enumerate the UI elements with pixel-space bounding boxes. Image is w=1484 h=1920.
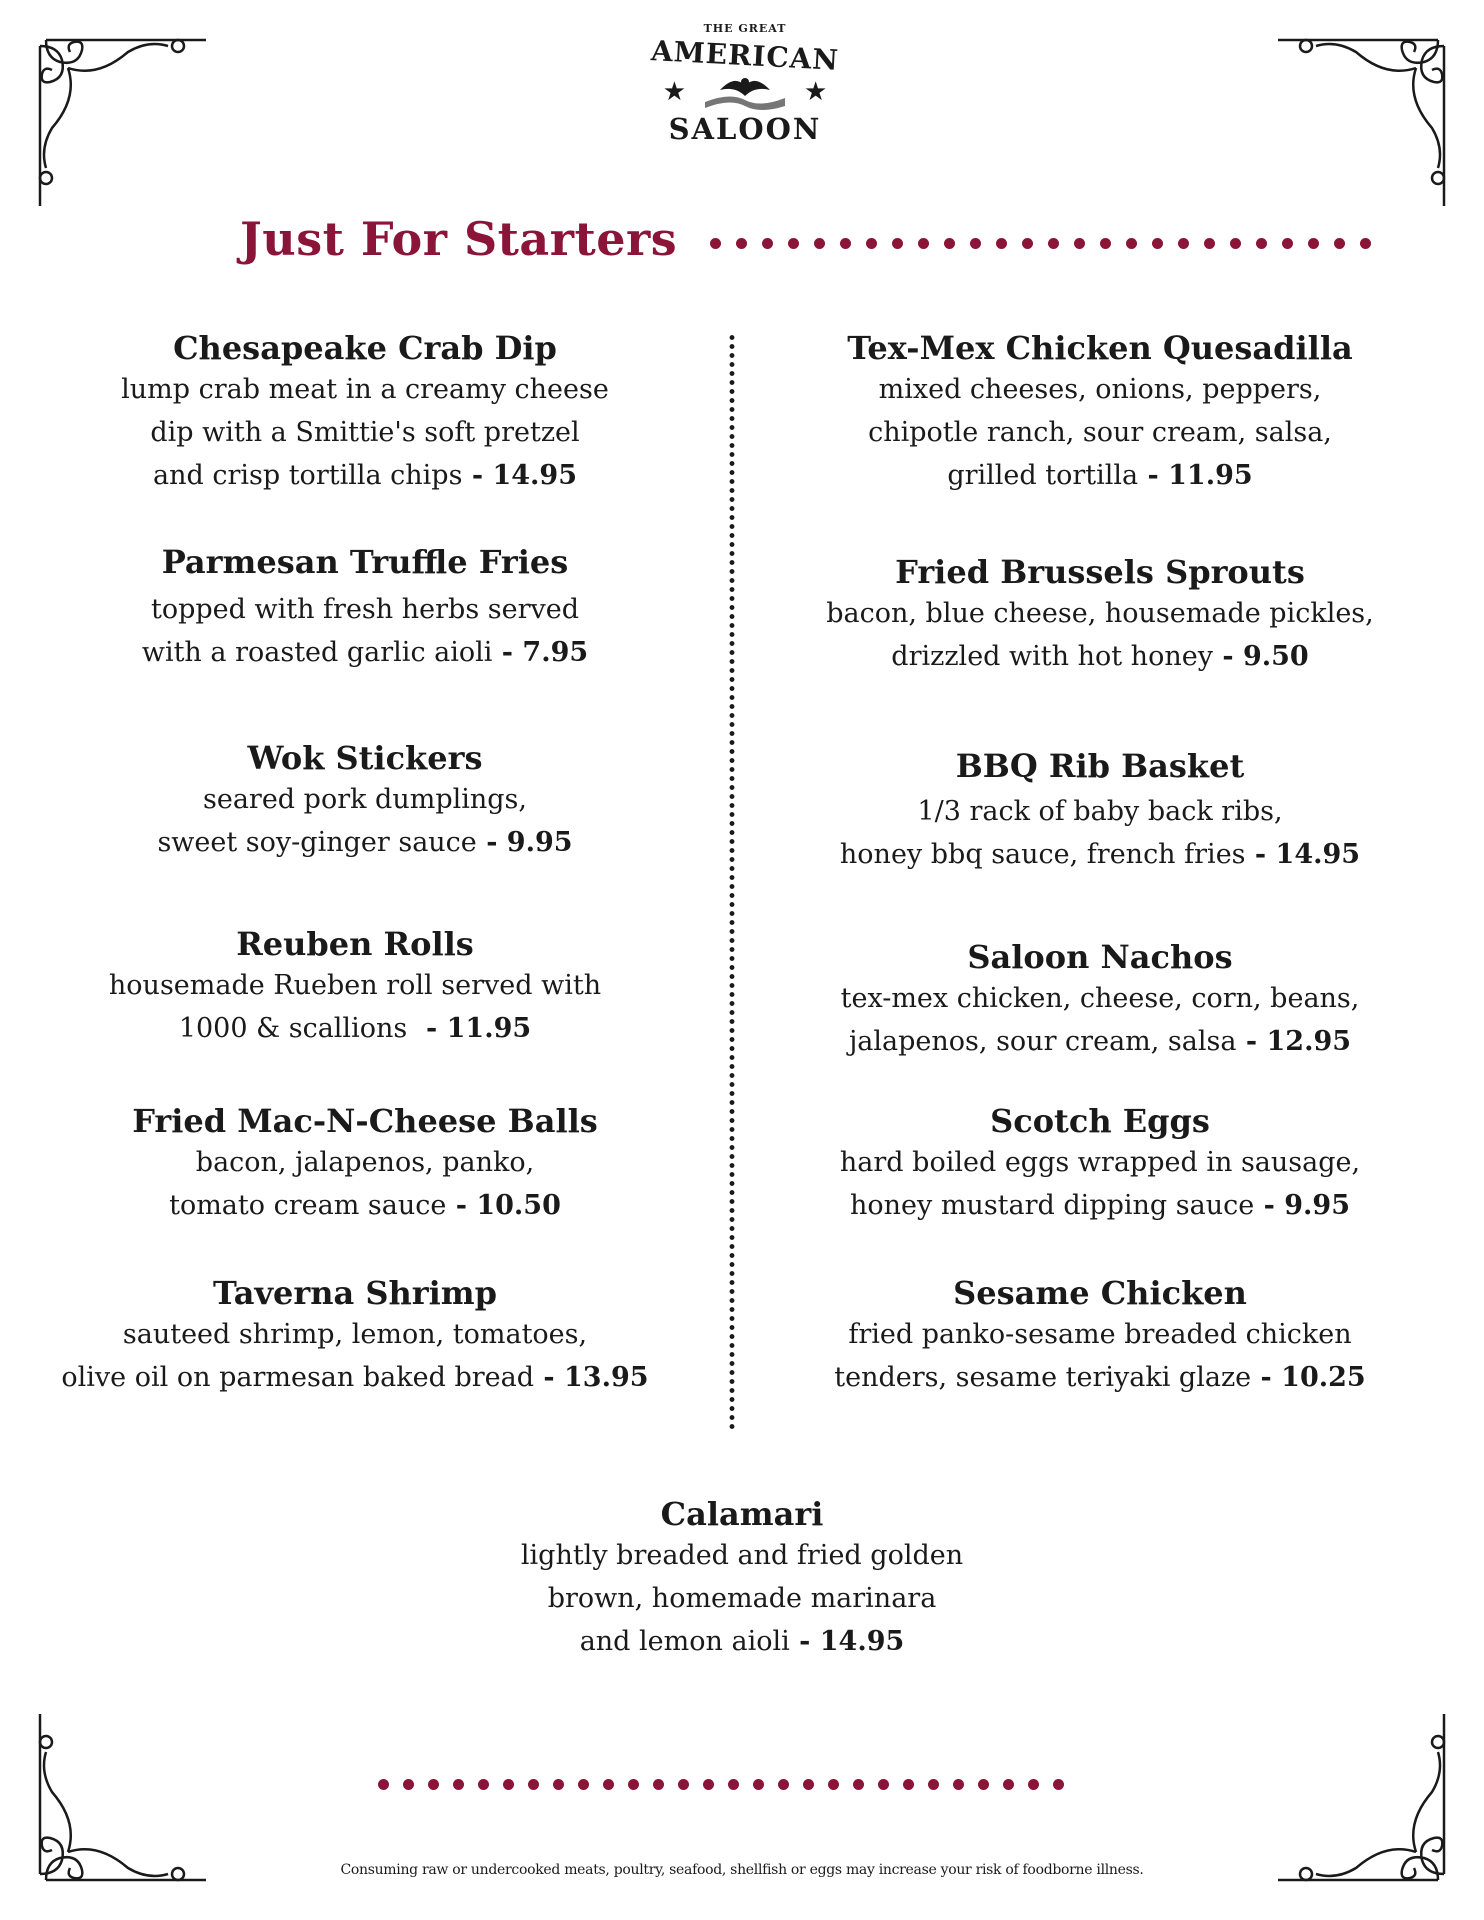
corner-ornament-top-left: [38, 38, 208, 208]
saloon-logo: [620, 18, 870, 148]
menu-item-price: - 10.25: [1251, 1362, 1366, 1393]
description-line: topped with fresh herbs served: [150, 594, 580, 625]
menu-item-price: - 9.50: [1212, 641, 1309, 672]
description-line: honey bbq sauce, french fries: [839, 839, 1246, 870]
description-line: tomato cream sauce: [169, 1190, 447, 1221]
menu-item-price: - 14.95: [462, 460, 578, 491]
menu-item-description: [90, 588, 640, 674]
menu-item: [800, 746, 1400, 876]
column-divider: [729, 333, 735, 1433]
eagle-flag-icon: [700, 72, 790, 112]
description-line: lightly breaded and fried golden: [520, 1540, 964, 1571]
description-line: olive oil on parmesan baked bread: [61, 1362, 535, 1393]
menu-item-name: Fried Mac-N-Cheese Balls: [132, 1102, 598, 1140]
menu-item-name: BBQ Rib Basket: [955, 747, 1245, 785]
menu-item-price: - 14.95: [789, 1626, 905, 1657]
menu-item: [90, 738, 640, 864]
description-line: lump crab meat in a creamy cheese: [121, 374, 609, 405]
title-dot-separator: [710, 238, 1371, 249]
menu-item: [90, 1101, 640, 1227]
description-line: fried panko-sesame breaded chicken: [848, 1319, 1352, 1350]
logo-line-saloon: SALOON: [668, 112, 822, 146]
description-line: dip with a Smittie's soft pretzel: [150, 417, 580, 448]
menu-item-name: Calamari: [660, 1495, 824, 1533]
description-line: with a roasted garlic aioli: [141, 637, 493, 668]
corner-ornament-bottom-left: [38, 1712, 208, 1882]
description-line: and lemon aioli: [579, 1626, 790, 1657]
menu-item-description: [90, 778, 640, 864]
menu-item-description: [70, 964, 640, 1050]
description-line: chipotle ranch, sour cream, salsa,: [868, 417, 1332, 448]
menu-item: [800, 1101, 1400, 1227]
menu-item-description: [60, 1313, 650, 1399]
description-line: brown, homemade marinara: [547, 1583, 937, 1614]
logo-line-the-great: THE GREAT: [703, 22, 787, 35]
menu-item: [90, 542, 640, 674]
menu-item-name: Wok Stickers: [247, 739, 483, 777]
description-line: 1/3 rack of baby back ribs,: [917, 796, 1283, 827]
menu-item-description: [442, 1534, 1042, 1663]
menu-item: [60, 1273, 650, 1399]
menu-item-description: [90, 368, 640, 497]
menu-item-name: Chesapeake Crab Dip: [173, 329, 557, 367]
menu-item-description: [800, 790, 1400, 876]
corner-ornament-bottom-right: [1276, 1712, 1446, 1882]
description-line: bacon, blue cheese, housemade pickles,: [826, 598, 1374, 629]
menu-item-name: Taverna Shrimp: [212, 1274, 498, 1312]
menu-item-name: Saloon Nachos: [967, 938, 1233, 976]
menu-item-name: Reuben Rolls: [236, 925, 474, 963]
description-line: 1000 & scallions: [178, 1013, 408, 1044]
description-line: hard boiled eggs wrapped in sausage,: [839, 1147, 1361, 1178]
description-line: bacon, jalapenos, panko,: [195, 1147, 535, 1178]
menu-item-name: Scotch Eggs: [990, 1102, 1210, 1140]
section-title: Just For Starters: [240, 212, 678, 266]
description-line: seared pork dumplings,: [202, 784, 527, 815]
menu-item-price: - 9.95: [1254, 1190, 1350, 1221]
menu-item-name: Tex-Mex Chicken Quesadilla: [847, 329, 1353, 367]
menu-item-description: [800, 1141, 1400, 1227]
menu-item-name: Parmesan Truffle Fries: [161, 543, 569, 581]
menu-item-price: - 11.95: [407, 1013, 532, 1044]
description-line: and crisp tortilla chips: [152, 460, 463, 491]
menu-item-price: - 13.95: [534, 1362, 649, 1393]
menu-item-name: Sesame Chicken: [953, 1274, 1247, 1312]
description-line: drizzled with hot honey: [891, 641, 1213, 672]
menu-item-description: [800, 977, 1400, 1063]
menu-item: [800, 937, 1400, 1063]
menu-item-description: [800, 368, 1400, 497]
bottom-dot-separator: [378, 1779, 1064, 1790]
menu-item: [90, 328, 640, 497]
menu-item: [70, 924, 640, 1050]
description-line: honey mustard dipping sauce: [849, 1190, 1255, 1221]
description-line: tex-mex chicken, cheese, corn, beans,: [840, 983, 1360, 1014]
menu-item-price: - 7.95: [492, 637, 589, 668]
menu-item-price: - 12.95: [1236, 1026, 1352, 1057]
menu-item-description: [90, 1141, 640, 1227]
star-icon: ★: [662, 77, 686, 107]
description-line: mixed cheeses, onions, peppers,: [878, 374, 1322, 405]
logo-line-american: AMERICAN: [650, 34, 840, 77]
menu-item-price: - 11.95: [1138, 460, 1253, 491]
description-line: jalapenos, sour cream, salsa: [848, 1026, 1237, 1057]
menu-item: [442, 1494, 1042, 1663]
corner-ornament-top-right: [1276, 38, 1446, 208]
menu-item-price: - 9.95: [476, 827, 573, 858]
description-line: sauteed shrimp, lemon, tomatoes,: [122, 1319, 588, 1350]
menu-item: [800, 328, 1400, 497]
menu-item-description: [800, 1313, 1400, 1399]
menu-item-name: Fried Brussels Sprouts: [895, 553, 1305, 591]
description-line: tenders, sesame teriyaki glaze: [834, 1362, 1252, 1393]
menu-item: [800, 552, 1400, 678]
description-line: sweet soy-ginger sauce: [157, 827, 477, 858]
foodborne-illness-disclaimer: Consuming raw or undercooked meats, poultry, seafood, shellfish or eggs may increase your risk of foodborne illness.: [340, 1862, 1144, 1878]
star-icon: ★: [804, 77, 828, 107]
description-line: grilled tortilla: [947, 460, 1139, 491]
menu-item-price: - 14.95: [1245, 839, 1361, 870]
description-line: housemade Rueben roll served with: [108, 970, 602, 1001]
menu-item-description: [800, 592, 1400, 678]
menu-item-price: - 10.50: [446, 1190, 561, 1221]
menu-item: [800, 1273, 1400, 1399]
logo-emblem: [620, 72, 870, 112]
